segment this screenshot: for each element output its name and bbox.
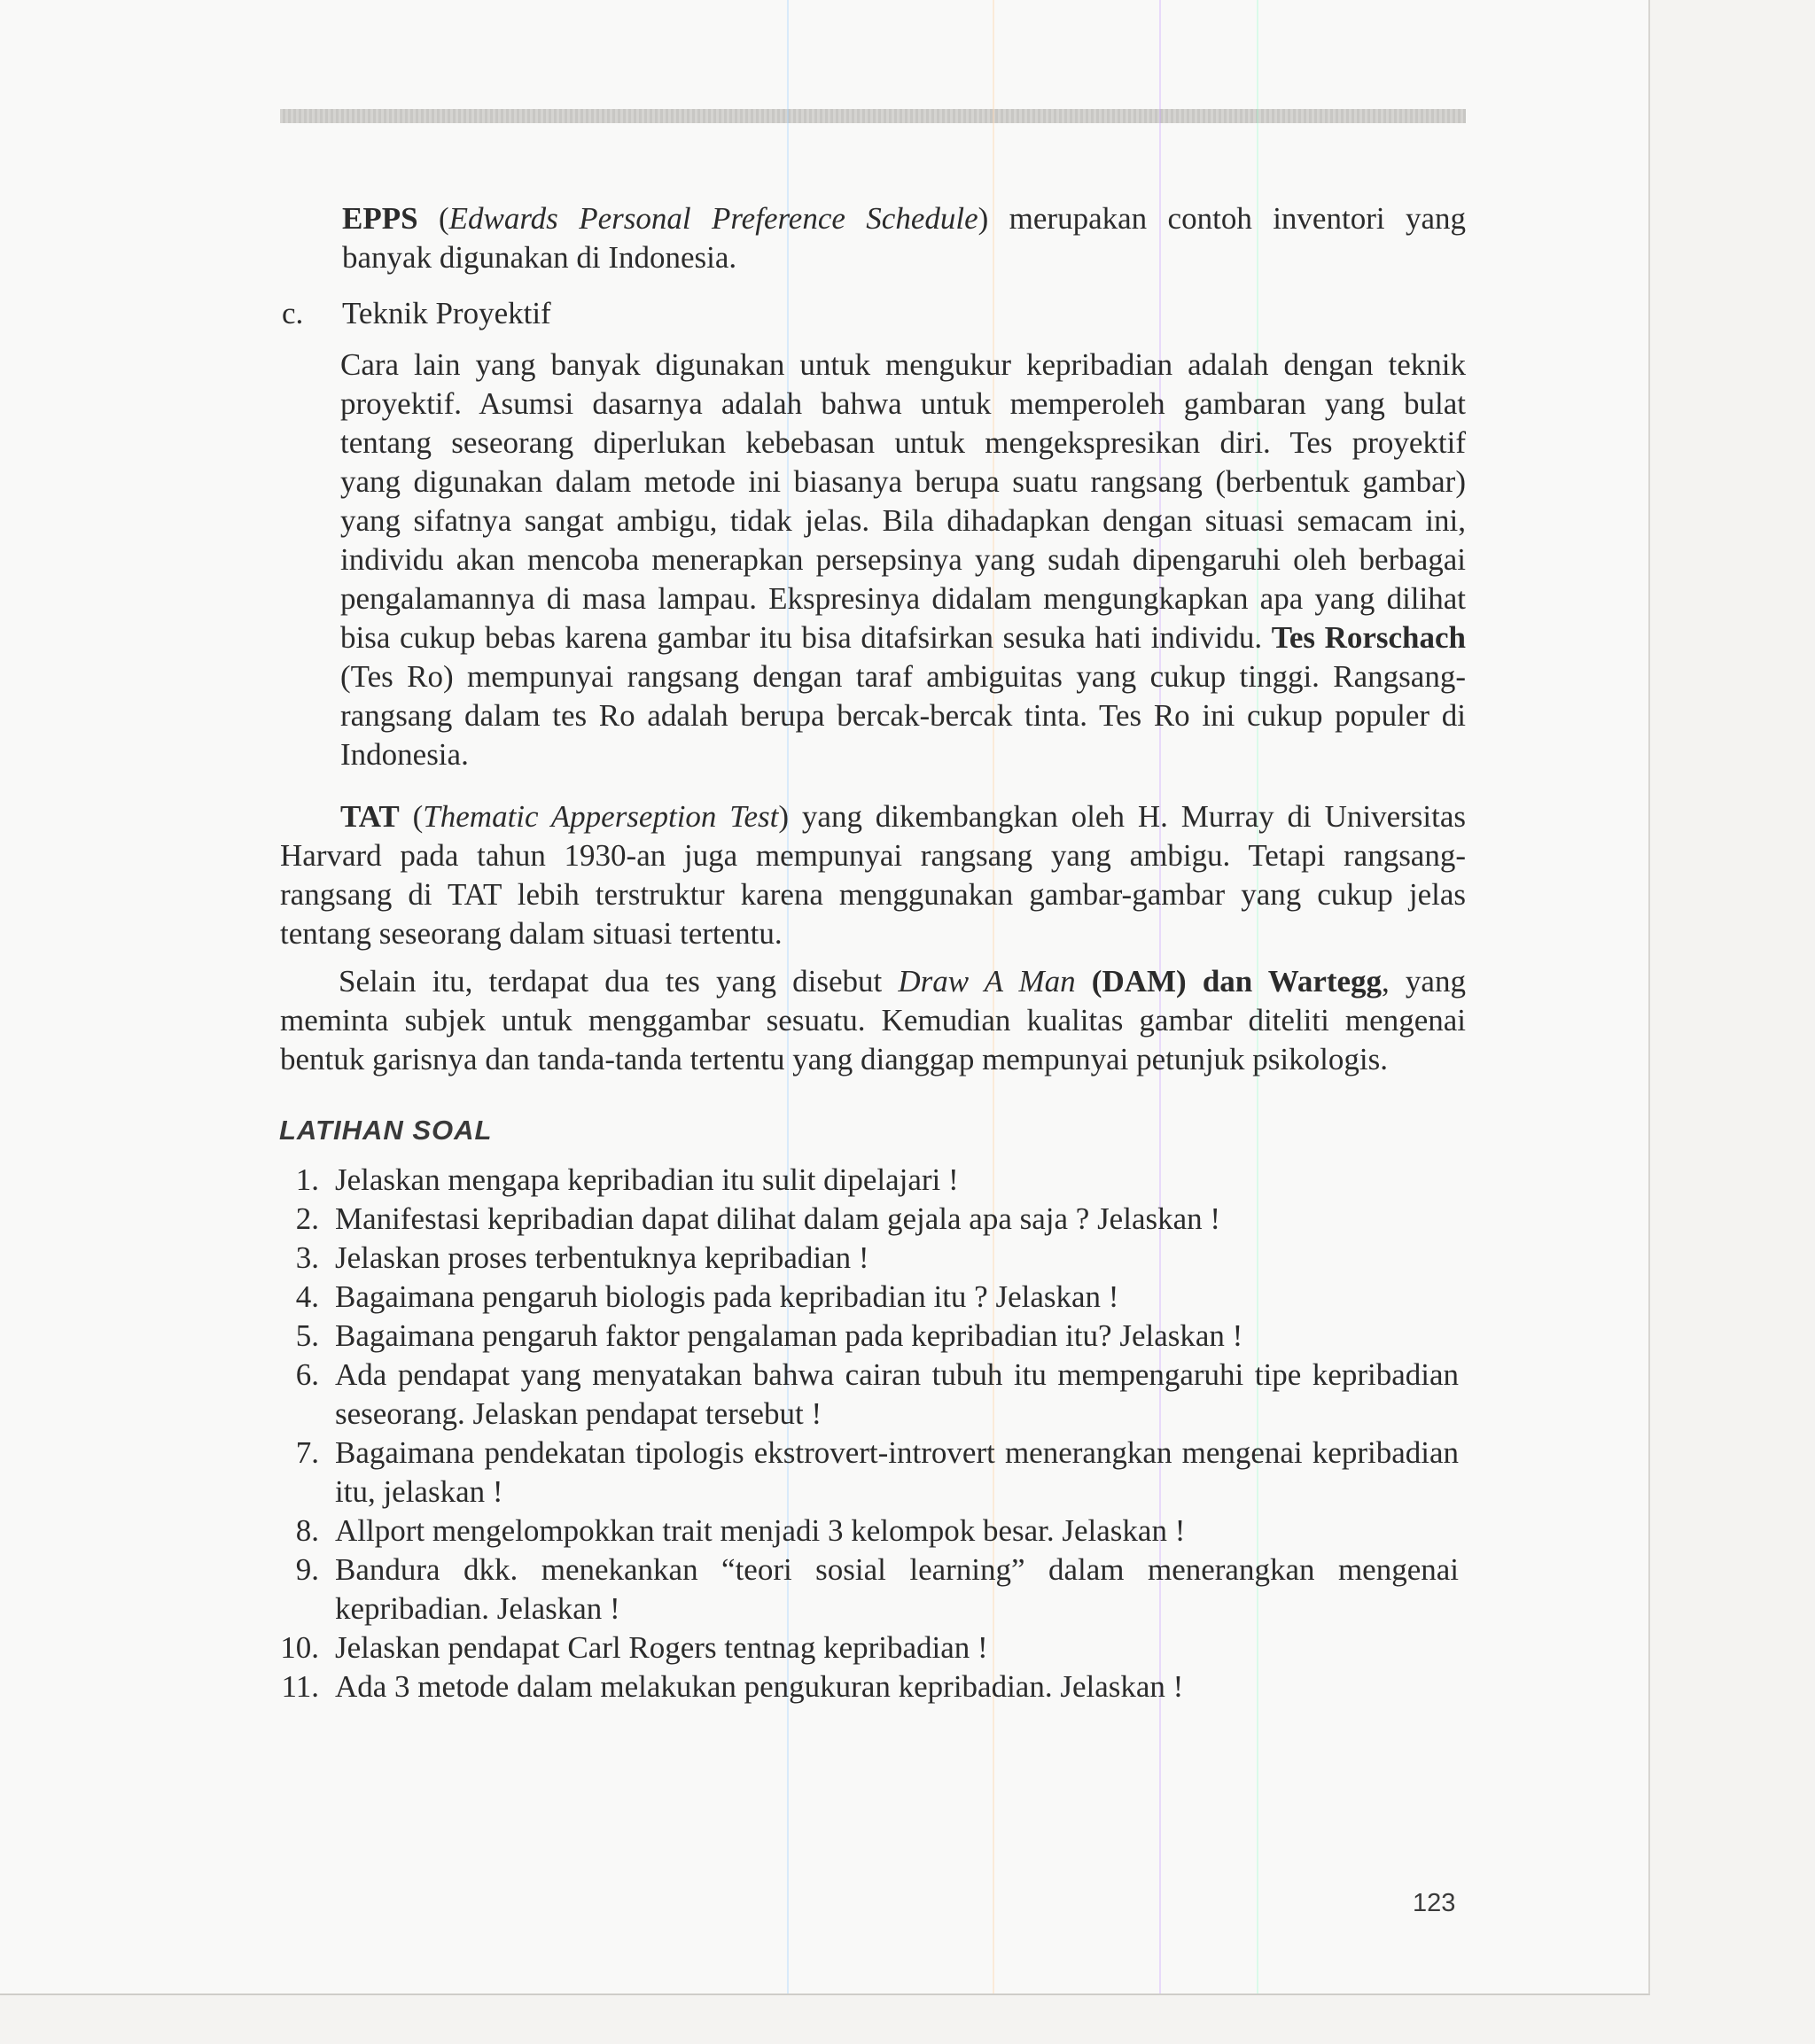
exercise-number: 3. (295, 1240, 319, 1275)
exercise-text: Bagaimana pengaruh faktor pengalaman pada kepribadian itu? Jelaskan ! (335, 1318, 1243, 1353)
exercise-text: Bandura dkk. menekankan “teori sosial learning” dalam menerangkan mengenai (335, 1552, 1459, 1587)
epps-label: EPPS (342, 201, 418, 236)
exercise-number: 6. (295, 1357, 319, 1392)
exercise-number: 10. (280, 1630, 319, 1665)
exercise-number: 1. (295, 1162, 319, 1197)
rorschach-term: Tes Rorschach (1271, 620, 1467, 655)
dam-paragraph (280, 962, 1466, 1079)
page-number: 123 (1413, 1889, 1456, 1917)
exercise-number: 2. (295, 1201, 319, 1236)
paragraph-line: Cara lain yang banyak digunakan untuk mengukur kepribadian adalah dengan teknik (340, 347, 1466, 382)
tat-paragraph (280, 797, 1466, 953)
paragraph-line: yang digunakan dalam metode ini biasanya berupa suatu rangsang (berbentuk gambar) (340, 464, 1466, 499)
exercise-number: 7. (295, 1435, 319, 1470)
exercises-heading: LATIHAN SOAL (279, 1115, 493, 1146)
paragraph-line: Indonesia. (340, 737, 469, 772)
exercise-number: 11. (281, 1669, 319, 1704)
paragraph-line: Harvard pada tahun 1930-an juga mempunyai rangsang yang ambigu. Tetapi rangsang- (280, 838, 1466, 873)
exercise-text: Allport mengelompokkan trait menjadi 3 kelompok besar. Jelaskan ! (335, 1513, 1186, 1548)
exercise-text: Jelaskan proses terbentuknya kepribadian ! (335, 1240, 869, 1275)
tat-expansion: Thematic Apperseption Test (423, 799, 779, 834)
paragraph-line: rangsang di TAT lebih terstruktur karena menggunakan gambar-gambar yang cukup jelas (280, 877, 1466, 912)
exercise-number: 4. (295, 1279, 319, 1314)
paragraph-line: tentang seseorang dalam situasi tertentu. (280, 916, 783, 951)
exercise-number: 8. (295, 1513, 319, 1548)
paragraph-line: bisa cukup bebas karena gambar itu bisa ditafsirkan sesuka hati individu. Tes Rorschach (340, 620, 1467, 655)
dam-term: Draw A Man (898, 964, 1076, 999)
epps-paragraph (342, 199, 1466, 277)
paragraph-line: rangsang dalam tes Ro adalah berupa bercak-bercak tinta. Tes Ro ini cukup populer di (340, 698, 1466, 733)
paragraph-line: proyektif. Asumsi dasarnya adalah bahwa untuk memperoleh gambaran yang bulat (340, 386, 1466, 421)
projective-paragraph (340, 346, 1466, 774)
epps-line-2: banyak digunakan di Indonesia. (342, 240, 737, 275)
exercise-text: Manifestasi kepribadian dapat dilihat dalam gejala apa saja ? Jelaskan ! (335, 1201, 1221, 1236)
exercise-text: Ada pendapat yang menyatakan bahwa cairan tubuh itu mempengaruhi tipe kepribadian (335, 1357, 1459, 1392)
paragraph-line: individu akan mencoba menerapkan persepsinya yang sudah dipengaruhi oleh berbagai (340, 542, 1466, 577)
paragraph-line: yang sifatnya sangat ambigu, tidak jelas. Bila dihadapkan dengan situasi semacam ini, (340, 503, 1466, 538)
wartegg-term: (DAM) dan Wartegg (1075, 964, 1383, 999)
epps-expansion: Edwards Personal Preference Schedule (448, 201, 978, 236)
exercise-text: Jelaskan pendapat Carl Rogers tentnag kepribadian ! (335, 1630, 988, 1665)
paragraph-line: (Tes Ro) mempunyai rangsang dengan taraf ambiguitas yang cukup tinggi. Rangsang- (340, 659, 1466, 694)
exercise-number: 9. (295, 1552, 319, 1587)
exercise-text: Ada 3 metode dalam melakukan pengukuran kepribadian. Jelaskan ! (335, 1669, 1184, 1704)
exercise-text: Jelaskan mengapa kepribadian itu sulit dipelajari ! (335, 1162, 959, 1197)
paren-open: ( (417, 201, 449, 236)
exercise-number: 5. (295, 1318, 319, 1353)
section-c-marker: c. (282, 296, 304, 330)
paragraph-line: TAT (Thematic Apperseption Test) yang dikembangkan oleh H. Murray di Universitas (340, 799, 1466, 834)
exercise-text: itu, jelaskan ! (335, 1474, 503, 1509)
header-rule (280, 109, 1466, 123)
paragraph-line: tentang seseorang diperlukan kebebasan untuk mengekspresikan diri. Tes proyektif (340, 425, 1466, 460)
paragraph-line: Selain itu, terdapat dua tes yang disebut Draw A Man (DAM) dan Wartegg, yang (339, 964, 1466, 999)
exercise-text: Bagaimana pengaruh biologis pada kepribadian itu ? Jelaskan ! (335, 1279, 1119, 1314)
paragraph-line: pengalamannya di masa lampau. Ekspresinya didalam mengungkapkan apa yang dilihat (340, 581, 1466, 616)
exercise-text: kepribadian. Jelaskan ! (335, 1591, 620, 1626)
epps-line-1-rest: ) merupakan contoh inventori yang (978, 201, 1467, 236)
paragraph-line: bentuk garisnya dan tanda-tanda tertentu yang dianggap mempunyai petunjuk psikologis. (280, 1042, 1388, 1076)
section-c-title: Teknik Proyektif (342, 296, 551, 330)
exercise-text: seseorang. Jelaskan pendapat tersebut ! (335, 1396, 822, 1431)
exercise-text: Bagaimana pendekatan tipologis ekstrovert-introvert menerangkan mengenai kepribadian (335, 1435, 1459, 1470)
paragraph-line: meminta subjek untuk menggambar sesuatu. Kemudian kualitas gambar diteliti mengenai (280, 1003, 1466, 1038)
tat-label: TAT (340, 799, 400, 834)
